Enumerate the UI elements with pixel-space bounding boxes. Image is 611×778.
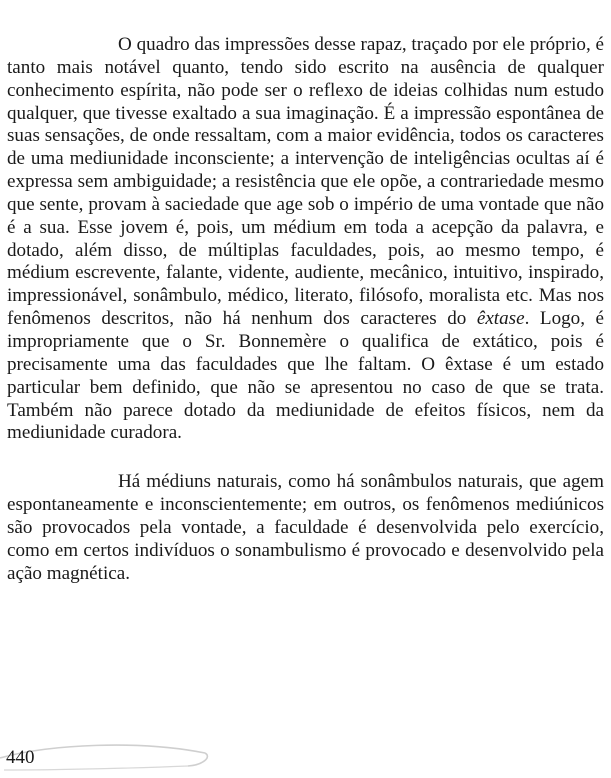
paragraph-1 <box>7 34 604 445</box>
paragraph-2: Há médiuns naturais, como há sonâmbulos naturais, que agem espontaneamente e inconscientemente; em outros, os fenômenos mediúnicos são provocados pela vontade, a faculdade é desenvolvida pelo exercício, como em certos indivíduos o sonambulismo é provocado e desenvolvido pela ação magnética. <box>7 471 604 584</box>
page-body <box>7 34 604 585</box>
footer-swoosh-ornament <box>0 738 230 778</box>
page-number: 440 <box>6 747 35 768</box>
paragraph-1-text-start: O quadro das impressões desse rapaz, traçado por ele próprio, é tanto mais notável quanto, tendo sido escrito na ausência de qualquer conhecimento espírita, não pode ser o reflexo de ideias colhidas num estudo qualquer, que tivesse exaltado a sua imaginação. É a impressão espontânea de suas sensações, de onde ressaltam, com a maior evidência, todos os caracteres de uma mediunidade inconsciente; a intervenção de inteligências ocultas aí é expressa sem ambiguidade; a resistência que ele opõe, a contrariedade mesmo que sente, provam à saciedade que age sob o império de uma vontade que não é a sua. Esse jovem é, pois, um médium em toda a acepção da palavra, e dotado, além disso, de múltiplas faculdades, pois, ao mesmo tempo, é médium escrevente, falante, vidente, audiente, mecânico, intuitivo, inspirado, impressionável, sonâmbulo, médico, literato, filósofo, moralista etc. Mas nos fenômenos descritos, não há nenhum dos caracteres do <box>7 34 604 330</box>
page-footer <box>0 738 230 778</box>
italic-term-extase: êxtase <box>476 308 525 330</box>
paragraph-1-text-end: . Logo, é impropriamente que o Sr. Bonnemère o qualifica de extático, pois é precisamente uma das faculdades que lhe faltam. O êxtase é um estado particular bem definido, que não se apresentou no caso de que se trata. Também não parece dotado da mediunidade de efeitos físicos, nem da mediunidade curadora. <box>7 308 605 444</box>
